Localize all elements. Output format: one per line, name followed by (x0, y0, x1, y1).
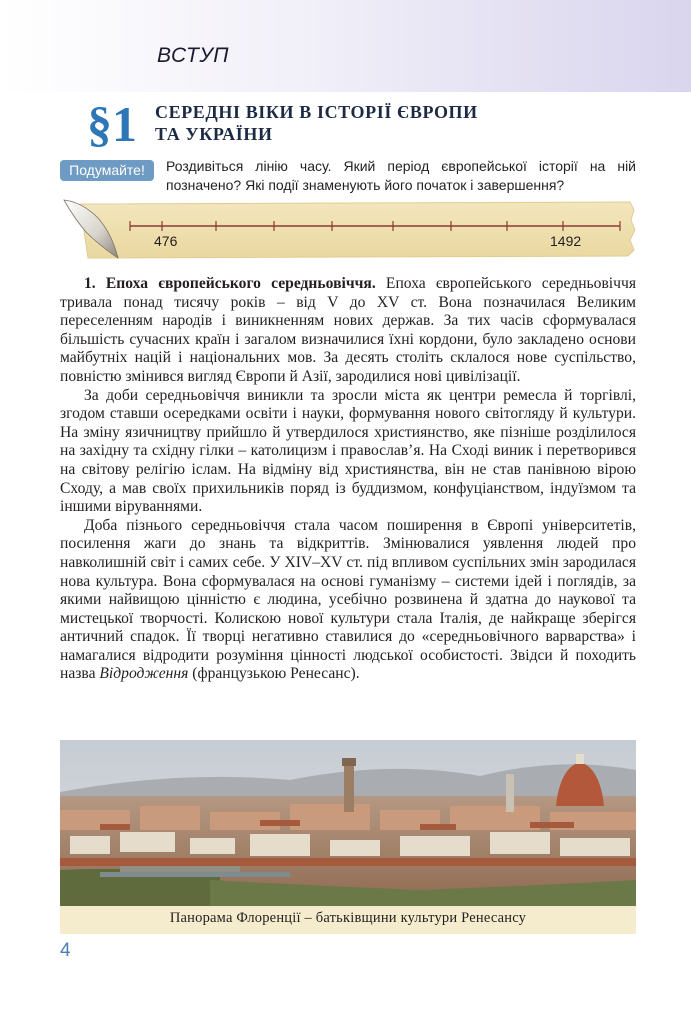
paragraph-number: §1 (87, 96, 137, 152)
body-paragraph-1 (60, 275, 636, 387)
paragraph-title-line-2: ТА УКРАЇНИ (155, 124, 273, 144)
body-paragraph-3-end: (французькою Ренесанс). (188, 665, 360, 683)
page-number: 4 (60, 940, 71, 961)
think-badge: Подумайте! (60, 160, 154, 181)
subsection-heading: 1. Епоха європейського середньовіччя. (84, 275, 376, 292)
paragraph-title (155, 101, 478, 145)
timeline-start-label: 476 (154, 233, 178, 249)
florence-panorama-photo (60, 740, 636, 906)
body-paragraph-3-text: Доба пізнього середньовіччя стала часом поширення в Європі університетів, посилення жаги до знань та відкриттів. Змінювалися уявлення людей про навколишній світ і самих себе. У XIV–XV ст. під впливом суспільних змін зародилася нова культура. Вона сформувалася на основі гуманізму – системи ідей і поглядів, за якими найвищою цінністю є людина, усебічно розвинена й здатна до наукової та мистецької творчості. Колискою нової культури стала Італія, де найкраще зберігся античний спадок. Її творці негативно ставилися до «середньовічного варварства» і намагалися відродити розуміння цінності людської особистості. Звідси й походить назва (60, 516, 636, 683)
body-paragraph-3 (60, 517, 636, 684)
timeline-end-label: 1492 (550, 233, 582, 249)
term-renaissance: Відродження (99, 665, 189, 683)
think-question: Роздивіться лінію часу. Який період європейської історії на ній позначено? Які події знаменують його початок і завершення? (166, 158, 636, 193)
body-paragraph-1-text: Епоха європейського середньовіччя тривала понад тисячу років – від V до XV ст. Вона позначилася Великим переселенням народів і виникненням нових держав. За тих часів сформувалася більшість сучасних країн і загалом визначилися їхні кордони, було закладено основи майбутніх націй і національних мов. За десять століть склалося нове суспільство, повністю змінився вигляд Європи й Азії, зародилися нові цивілізації. (60, 275, 636, 385)
body-text (60, 275, 636, 684)
section-name: ВСТУП (157, 44, 229, 67)
timeline-scroll-graphic (60, 196, 636, 262)
paragraph-title-line-1: СЕРЕДНІ ВІКИ В ІСТОРІЇ ЄВРОПИ (155, 102, 478, 122)
header-band (0, 0, 691, 92)
photo-caption: Панорама Флоренції – батьківщини культури Ренесансу (60, 906, 636, 934)
timeline (60, 196, 636, 262)
body-paragraph-2: За доби середньовіччя виникли та зросли міста як центри ремесла й торгівлі, згодом ставши осередками освіти і науки, формування нового світогляду й культури. На зміну язичництву прийшло й утвердилося християнство, яке пізніше розділилося на західну та східну гілки – католицизм і православ’я. На Сході виник і перетворився на світову релігію іслам. На відміну від християнства, він не став панівною вірою Сходу, а мав своїх прихильників поряд із буддизмом, конфуціанством, індуїзмом та іншими віруваннями. (60, 386, 636, 516)
